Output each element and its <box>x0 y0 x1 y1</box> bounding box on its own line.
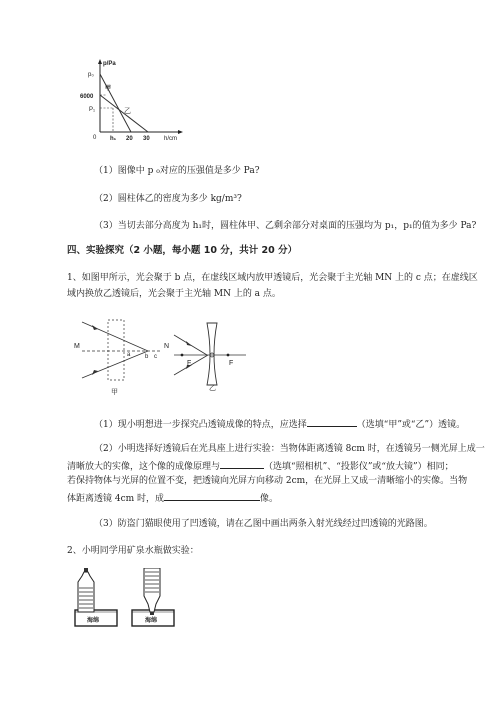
label-yi-figure: 乙 <box>209 385 216 392</box>
ray-bottom <box>82 351 148 378</box>
ray-top <box>82 322 148 351</box>
label-a: a <box>127 352 131 358</box>
subquestion-1-text-b: （选填“甲”或“乙”）透镜。 <box>356 420 466 430</box>
y-tick-6000: 6000 <box>80 94 94 100</box>
bottle-sponge-figure <box>72 568 182 628</box>
answer-blank-1[interactable] <box>307 417 357 427</box>
subquestion-2-text-d: 像。 <box>260 494 279 504</box>
x-tick-20: 20 <box>126 136 133 142</box>
bottle-inverted <box>144 568 160 612</box>
x-tick-h1: h₁ <box>110 136 117 142</box>
subquestion-3: （3）防盗门猫眼使用了凹透镜，请在乙图中画出两条入射光线经过凹透镜的光路图。 <box>94 519 433 529</box>
label-yi: 乙 <box>124 108 131 115</box>
problem-1-line-2: 域内换放乙透镜后，光会聚于主光轴 MN 上的 a 点。 <box>67 289 281 299</box>
label-b: b <box>145 354 149 360</box>
question-2: （2）圆柱体乙的密度为多少 kg/m³? <box>94 194 242 204</box>
optics-figure <box>70 315 250 395</box>
label-c: c <box>154 354 157 360</box>
y-tick-p0: p₀ <box>88 72 94 78</box>
answer-blank-2[interactable] <box>220 459 264 469</box>
p-axis-label: p/Pa <box>103 61 116 67</box>
problem-2-intro: 2、小明同学用矿泉水瓶做实验： <box>67 546 199 556</box>
label-M: M <box>74 343 80 350</box>
section-heading: 四、实验探究（2 小题，每小题 10 分，共计 20 分） <box>67 245 298 256</box>
label-F-right: F <box>229 360 234 367</box>
sponge-left-label: 海绵 <box>87 618 100 624</box>
problem-1-line-1: 1、如图甲所示，光会聚于 b 点，在虚线区域内放甲透镜后，光会聚于主光轴 MN 上的 c 点；在虚线区 <box>67 273 478 283</box>
subquestion-2-line-2 <box>67 459 454 473</box>
question-3: （3）当切去部分高度为 h₁时，圆柱体甲、乙剩余部分对桌面的压强均为 p₁，p₁的值为多少 Pa? <box>94 221 477 231</box>
y-tick-p1: P₁ <box>89 107 96 113</box>
subquestion-1 <box>94 417 465 431</box>
subquestion-2-text-c: 体距离透镜 4cm 时，成 <box>67 494 165 504</box>
sponge-right-label: 海绵 <box>145 618 158 624</box>
label-jia: 甲 <box>105 86 112 92</box>
question-1: （1）图像中 p ₀对应的压强值是多少 Pa? <box>94 166 260 176</box>
x-axis-label: h/cm <box>164 136 178 142</box>
line-jia <box>100 74 131 132</box>
subquestion-2-text-a: 清晰放大的实像，这个像的成像原理与 <box>67 462 221 472</box>
dashed-lens-region <box>108 320 124 380</box>
subquestion-2-line-3: 若保持物体与光屏的位置不变，把透镜向光屏方向移动 2cm，在光屏上又成一清晰缩小的实像。当物 <box>67 476 468 486</box>
subquestion-2-line-4 <box>67 491 278 505</box>
label-N: N <box>164 343 170 350</box>
x-tick-30: 30 <box>143 136 150 142</box>
subquestion-2-line-1: （2）小明选择好透镜后在光具座上进行实验：当物体距离透镜 8cm 时，在透镜另一侧光屏上成一 <box>94 444 485 454</box>
answer-blank-3[interactable] <box>164 491 260 501</box>
subquestion-1-text-a: （1）现小明想进一步探究凸透镜成像的特点，应选择 <box>94 420 307 430</box>
graph-origin: 0 <box>93 135 97 141</box>
label-jia-figure: 甲 <box>111 389 118 395</box>
concave-lens <box>207 323 217 385</box>
subquestion-2-text-b: （选填“照相机”、“投影仪”或“放大镜”）相同； <box>264 462 454 472</box>
pressure-height-graph <box>80 55 190 145</box>
label-F-left: F <box>187 360 192 367</box>
